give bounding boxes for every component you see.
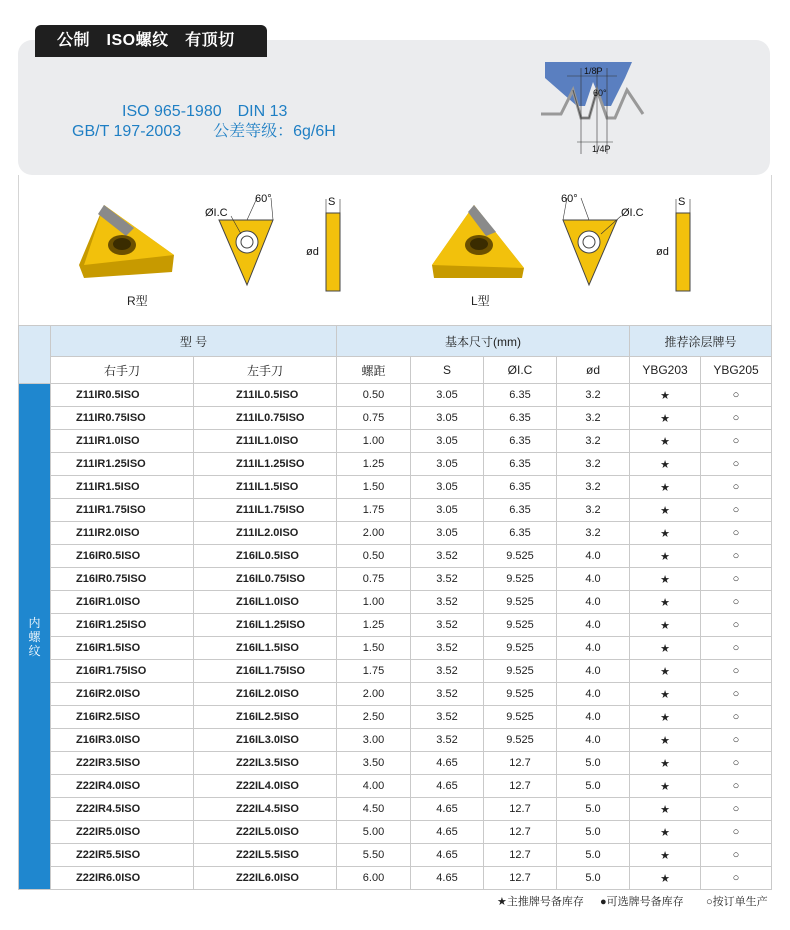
- cell-s: 3.05: [411, 522, 484, 545]
- cell-right-model: Z16IR1.75ISO: [51, 660, 194, 683]
- right-ic-label: ØI.C: [205, 207, 228, 219]
- cell-ybg203: ★: [630, 867, 701, 890]
- cell-pitch: 1.50: [337, 637, 411, 660]
- cell-d: 3.2: [557, 476, 630, 499]
- table-row: [19, 384, 772, 407]
- standards-line-2: GB/T 197-2003 公差等级：6g/6H: [72, 123, 336, 140]
- legend-circle: ○按订单生产: [706, 896, 768, 908]
- cell-left-model: Z22IL6.0ISO: [194, 867, 337, 890]
- cell-ic: 12.7: [484, 844, 557, 867]
- cell-pitch: 2.00: [337, 683, 411, 706]
- header-dimensions: 基本尺寸(mm): [337, 326, 630, 357]
- cell-ybg203: ★: [630, 798, 701, 821]
- cell-d: 4.0: [557, 637, 630, 660]
- cell-d: 3.2: [557, 430, 630, 453]
- cell-right-model: Z11IR1.75ISO: [51, 499, 194, 522]
- cell-right-model: Z22IR5.0ISO: [51, 821, 194, 844]
- cell-right-model: Z22IR4.5ISO: [51, 798, 194, 821]
- cell-right-model: Z16IR3.0ISO: [51, 729, 194, 752]
- cell-ic: 9.525: [484, 637, 557, 660]
- table-row: [19, 522, 772, 545]
- cell-ic: 6.35: [484, 476, 557, 499]
- cell-s: 3.52: [411, 545, 484, 568]
- cell-pitch: 3.50: [337, 752, 411, 775]
- cell-ybg205: ○: [701, 637, 772, 660]
- col-s: S: [411, 357, 484, 384]
- cell-left-model: Z22IL5.5ISO: [194, 844, 337, 867]
- cell-right-model: Z16IR0.5ISO: [51, 545, 194, 568]
- right-insert-side-view: [304, 195, 364, 295]
- cell-d: 4.0: [557, 683, 630, 706]
- table-group-header-row: [19, 326, 772, 357]
- cell-d: 4.0: [557, 706, 630, 729]
- cell-s: 3.52: [411, 729, 484, 752]
- left-ic-label: ØI.C: [621, 207, 644, 219]
- cell-ybg205: ○: [701, 614, 772, 637]
- cell-s: 3.05: [411, 499, 484, 522]
- cell-s: 3.52: [411, 591, 484, 614]
- cell-right-model: Z16IR1.0ISO: [51, 591, 194, 614]
- cell-ybg205: ○: [701, 591, 772, 614]
- cell-ybg203: ★: [630, 660, 701, 683]
- col-d: ød: [557, 357, 630, 384]
- cell-ic: 9.525: [484, 683, 557, 706]
- cell-ic: 9.525: [484, 591, 557, 614]
- cell-ybg205: ○: [701, 499, 772, 522]
- left-insert-3d: [424, 200, 534, 285]
- right-angle-label: 60°: [255, 193, 272, 205]
- col-ybg205: YBG205: [701, 357, 772, 384]
- table-row: [19, 591, 772, 614]
- cell-left-model: Z11IL1.5ISO: [194, 476, 337, 499]
- cell-pitch: 0.50: [337, 545, 411, 568]
- cell-d: 3.2: [557, 499, 630, 522]
- table-row: [19, 683, 772, 706]
- cell-ybg203: ★: [630, 706, 701, 729]
- cell-ybg205: ○: [701, 522, 772, 545]
- cell-s: 3.05: [411, 453, 484, 476]
- header-model: 型 号: [51, 326, 337, 357]
- table-row: [19, 821, 772, 844]
- standards-line-1: ISO 965-1980 DIN 13: [122, 103, 288, 120]
- cell-pitch: 1.75: [337, 499, 411, 522]
- cell-s: 4.65: [411, 844, 484, 867]
- table-row: [19, 407, 772, 430]
- cell-right-model: Z22IR5.5ISO: [51, 844, 194, 867]
- cell-ic: 6.35: [484, 453, 557, 476]
- right-insert-front-view: [191, 190, 301, 300]
- thread-label-top: 1/8P: [584, 66, 603, 76]
- cell-left-model: Z16IL3.0ISO: [194, 729, 337, 752]
- cell-s: 4.65: [411, 821, 484, 844]
- cell-s: 4.65: [411, 798, 484, 821]
- cell-left-model: Z11IL0.75ISO: [194, 407, 337, 430]
- cell-pitch: 4.50: [337, 798, 411, 821]
- cell-ic: 6.35: [484, 499, 557, 522]
- cell-left-model: Z11IL1.25ISO: [194, 453, 337, 476]
- cell-left-model: Z22IL3.5ISO: [194, 752, 337, 775]
- cell-right-model: Z11IR1.25ISO: [51, 453, 194, 476]
- table-row: [19, 476, 772, 499]
- cell-right-model: Z11IR0.75ISO: [51, 407, 194, 430]
- cell-ybg203: ★: [630, 729, 701, 752]
- right-insert-label: R型: [127, 294, 148, 308]
- table-row: [19, 430, 772, 453]
- right-insert-3d: [74, 200, 184, 285]
- cell-pitch: 0.75: [337, 407, 411, 430]
- cell-pitch: 5.50: [337, 844, 411, 867]
- cell-d: 4.0: [557, 545, 630, 568]
- legend-dot: ●可选牌号备库存: [600, 896, 684, 908]
- table-row: [19, 706, 772, 729]
- cell-left-model: Z16IL0.75ISO: [194, 568, 337, 591]
- cell-d: 5.0: [557, 775, 630, 798]
- cell-pitch: 3.00: [337, 729, 411, 752]
- cell-right-model: Z16IR1.5ISO: [51, 637, 194, 660]
- thread-profile-diagram: [537, 58, 647, 158]
- cell-d: 5.0: [557, 752, 630, 775]
- table-row: [19, 614, 772, 637]
- cell-s: 3.52: [411, 637, 484, 660]
- cell-ybg205: ○: [701, 844, 772, 867]
- cell-ybg205: ○: [701, 660, 772, 683]
- cell-d: 4.0: [557, 729, 630, 752]
- left-insert-label: L型: [471, 294, 490, 308]
- table-row: [19, 660, 772, 683]
- cell-left-model: Z16IL0.5ISO: [194, 545, 337, 568]
- cell-right-model: Z16IR2.0ISO: [51, 683, 194, 706]
- col-ybg203: YBG203: [630, 357, 701, 384]
- cell-d: 4.0: [557, 591, 630, 614]
- cell-pitch: 4.00: [337, 775, 411, 798]
- cell-s: 3.05: [411, 476, 484, 499]
- cell-ybg205: ○: [701, 453, 772, 476]
- table-row: [19, 752, 772, 775]
- cell-ybg205: ○: [701, 683, 772, 706]
- cell-ic: 6.35: [484, 384, 557, 407]
- cell-ybg205: ○: [701, 384, 772, 407]
- cell-ic: 9.525: [484, 660, 557, 683]
- cell-ybg205: ○: [701, 706, 772, 729]
- cell-right-model: Z16IR0.75ISO: [51, 568, 194, 591]
- cell-ybg203: ★: [630, 775, 701, 798]
- cell-left-model: Z16IL1.5ISO: [194, 637, 337, 660]
- cell-d: 3.2: [557, 384, 630, 407]
- thread-label-angle: 60°: [593, 88, 607, 98]
- cell-s: 3.52: [411, 568, 484, 591]
- cell-ybg205: ○: [701, 821, 772, 844]
- cell-left-model: Z22IL4.0ISO: [194, 775, 337, 798]
- col-right-hand: 右手刀: [51, 357, 194, 384]
- cell-pitch: 1.00: [337, 591, 411, 614]
- table-row: [19, 453, 772, 476]
- cell-ybg205: ○: [701, 867, 772, 890]
- cell-pitch: 1.25: [337, 614, 411, 637]
- cell-pitch: 6.00: [337, 867, 411, 890]
- right-d-label: ød: [306, 246, 319, 258]
- cell-ybg205: ○: [701, 407, 772, 430]
- cell-ybg203: ★: [630, 522, 701, 545]
- cell-ybg203: ★: [630, 844, 701, 867]
- cell-ic: 6.35: [484, 522, 557, 545]
- left-angle-label: 60°: [561, 193, 578, 205]
- cell-ybg203: ★: [630, 545, 701, 568]
- cell-pitch: 1.00: [337, 430, 411, 453]
- cell-left-model: Z22IL5.0ISO: [194, 821, 337, 844]
- cell-right-model: Z11IR2.0ISO: [51, 522, 194, 545]
- cell-ybg203: ★: [630, 752, 701, 775]
- cell-left-model: Z16IL2.0ISO: [194, 683, 337, 706]
- cell-ybg205: ○: [701, 476, 772, 499]
- cell-pitch: 1.50: [337, 476, 411, 499]
- cell-s: 3.05: [411, 407, 484, 430]
- cell-ic: 9.525: [484, 706, 557, 729]
- cell-d: 4.0: [557, 660, 630, 683]
- cell-ybg203: ★: [630, 430, 701, 453]
- header-grade: 推荐涂层牌号: [630, 326, 772, 357]
- cell-pitch: 2.00: [337, 522, 411, 545]
- left-s-label: S: [678, 196, 686, 208]
- cell-ybg203: ★: [630, 568, 701, 591]
- cell-ic: 9.525: [484, 729, 557, 752]
- table-row: [19, 568, 772, 591]
- cell-left-model: Z11IL0.5ISO: [194, 384, 337, 407]
- cell-d: 5.0: [557, 867, 630, 890]
- thread-label-bottom: 1/4P: [592, 144, 611, 154]
- cell-ybg205: ○: [701, 568, 772, 591]
- cell-left-model: Z11IL1.75ISO: [194, 499, 337, 522]
- table-row: [19, 844, 772, 867]
- left-insert-side-view: [654, 195, 714, 295]
- cell-ybg203: ★: [630, 407, 701, 430]
- cell-ybg203: ★: [630, 683, 701, 706]
- cell-s: 3.52: [411, 614, 484, 637]
- cell-d: 4.0: [557, 568, 630, 591]
- cell-s: 3.52: [411, 706, 484, 729]
- right-s-label: S: [328, 196, 336, 208]
- cell-ic: 6.35: [484, 407, 557, 430]
- cell-ic: 12.7: [484, 752, 557, 775]
- cell-d: 5.0: [557, 798, 630, 821]
- cell-s: 4.65: [411, 752, 484, 775]
- cell-d: 5.0: [557, 821, 630, 844]
- cell-ic: 12.7: [484, 867, 557, 890]
- cell-left-model: Z16IL1.75ISO: [194, 660, 337, 683]
- cell-ybg205: ○: [701, 752, 772, 775]
- table-row: [19, 729, 772, 752]
- cell-ybg203: ★: [630, 591, 701, 614]
- table-row: [19, 499, 772, 522]
- cell-right-model: Z16IR2.5ISO: [51, 706, 194, 729]
- cell-d: 3.2: [557, 407, 630, 430]
- cell-ybg203: ★: [630, 637, 701, 660]
- left-insert-front-view: [541, 190, 661, 300]
- cell-ic: 12.7: [484, 775, 557, 798]
- cell-ic: 6.35: [484, 430, 557, 453]
- cell-ybg205: ○: [701, 775, 772, 798]
- cell-ybg203: ★: [630, 614, 701, 637]
- cell-s: 4.65: [411, 775, 484, 798]
- cell-ic: 9.525: [484, 614, 557, 637]
- cell-left-model: Z16IL1.25ISO: [194, 614, 337, 637]
- left-d-label: ød: [656, 246, 669, 258]
- cell-s: 3.52: [411, 660, 484, 683]
- cell-s: 3.52: [411, 683, 484, 706]
- col-ic: ØI.C: [484, 357, 557, 384]
- table-body: [19, 384, 772, 890]
- cell-s: 3.05: [411, 384, 484, 407]
- cell-pitch: 5.00: [337, 821, 411, 844]
- cell-s: 4.65: [411, 867, 484, 890]
- cell-ybg205: ○: [701, 729, 772, 752]
- cell-right-model: Z16IR1.25ISO: [51, 614, 194, 637]
- cell-right-model: Z11IR1.0ISO: [51, 430, 194, 453]
- cell-ybg203: ★: [630, 499, 701, 522]
- spec-table: [18, 325, 772, 890]
- cell-pitch: 0.50: [337, 384, 411, 407]
- cell-left-model: Z22IL4.5ISO: [194, 798, 337, 821]
- cell-ybg205: ○: [701, 545, 772, 568]
- insert-figures: [18, 175, 772, 325]
- cell-d: 5.0: [557, 844, 630, 867]
- cell-left-model: Z11IL2.0ISO: [194, 522, 337, 545]
- cell-d: 3.2: [557, 453, 630, 476]
- side-label-internal-thread: 内螺纹: [19, 384, 51, 890]
- cell-right-model: Z11IR0.5ISO: [51, 384, 194, 407]
- cell-ic: 9.525: [484, 568, 557, 591]
- page-title: 公制 ISO螺纹 有顶切: [35, 25, 267, 57]
- cell-ic: 9.525: [484, 545, 557, 568]
- legend-star: ★主推牌号备库存: [497, 896, 584, 908]
- table-corner-cell: [19, 326, 51, 384]
- col-pitch: 螺距: [337, 357, 411, 384]
- cell-ybg203: ★: [630, 821, 701, 844]
- cell-d: 4.0: [557, 614, 630, 637]
- cell-pitch: 1.25: [337, 453, 411, 476]
- table-row: [19, 798, 772, 821]
- cell-right-model: Z22IR3.5ISO: [51, 752, 194, 775]
- cell-right-model: Z22IR6.0ISO: [51, 867, 194, 890]
- table-row: [19, 867, 772, 890]
- cell-ybg203: ★: [630, 453, 701, 476]
- table-row: [19, 775, 772, 798]
- cell-ybg203: ★: [630, 476, 701, 499]
- table-row: [19, 545, 772, 568]
- cell-ybg205: ○: [701, 430, 772, 453]
- cell-pitch: 0.75: [337, 568, 411, 591]
- col-left-hand: 左手刀: [194, 357, 337, 384]
- cell-ybg203: ★: [630, 384, 701, 407]
- cell-ic: 12.7: [484, 821, 557, 844]
- cell-ybg205: ○: [701, 798, 772, 821]
- cell-pitch: 2.50: [337, 706, 411, 729]
- table-column-header-row: [19, 357, 772, 384]
- cell-left-model: Z16IL2.5ISO: [194, 706, 337, 729]
- cell-pitch: 1.75: [337, 660, 411, 683]
- cell-right-model: Z22IR4.0ISO: [51, 775, 194, 798]
- cell-left-model: Z11IL1.0ISO: [194, 430, 337, 453]
- table-row: [19, 637, 772, 660]
- cell-d: 3.2: [557, 522, 630, 545]
- cell-right-model: Z11IR1.5ISO: [51, 476, 194, 499]
- cell-s: 3.05: [411, 430, 484, 453]
- cell-ic: 12.7: [484, 798, 557, 821]
- cell-left-model: Z16IL1.0ISO: [194, 591, 337, 614]
